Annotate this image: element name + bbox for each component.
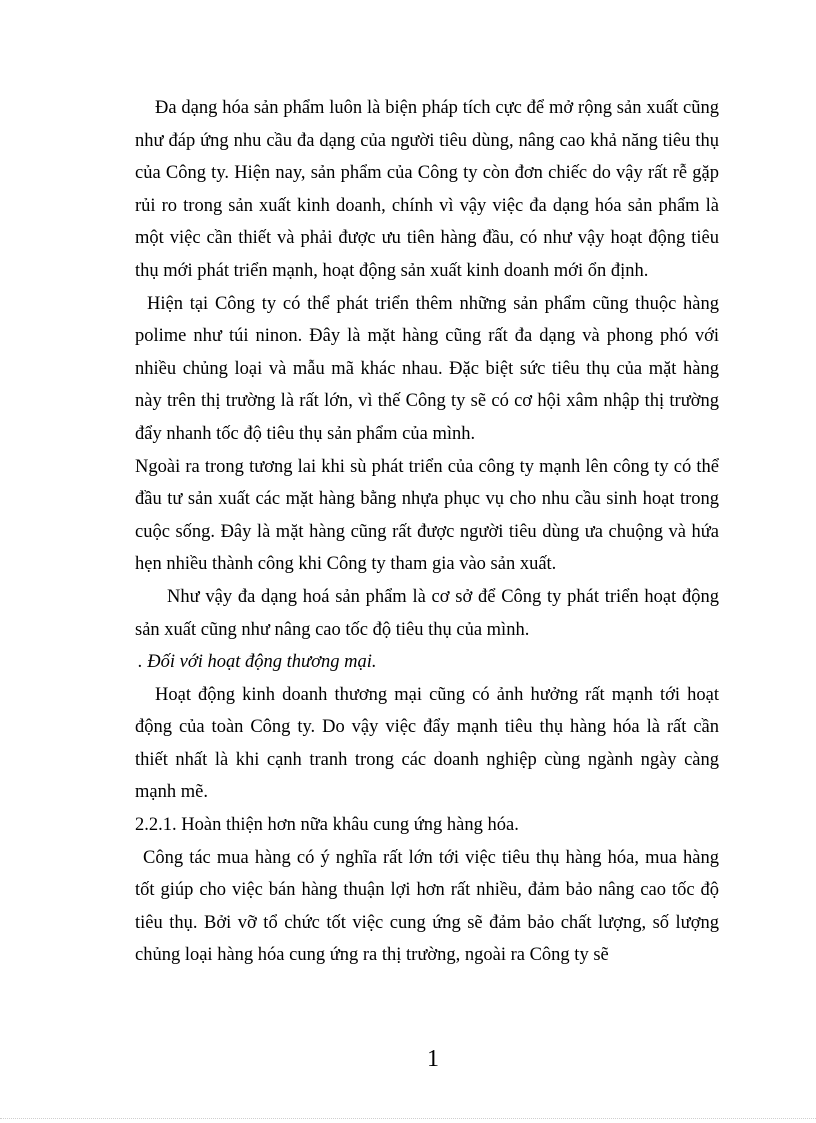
page-number: 1 (427, 1046, 439, 1072)
subheading-trade-activities: . Đối với hoạt động thương mại. (138, 652, 377, 673)
body-text (135, 92, 719, 972)
paragraph-purchasing: Công tác mua hàng có ý nghĩa rất lớn tới việc tiêu thụ hàng hóa, mua hàng tốt giúp cho việc bán hàng thuận lợi hơn rất nhiều, đảm bảo nâng cao tốc độ tiêu thụ. Bởi vỡ tổ chức tốt việc cung ứng sẽ đảm bảo chất lượng, số lượng chủng loại hàng hóa cung ứng ra thị trường, ngoài ra Công ty sẽ (135, 847, 719, 966)
bottom-dotted-rule (0, 1118, 816, 1119)
section-heading-2-2-1: 2.2.1. Hoàn thiện hơn nữa khâu cung ứng hàng hóa. (135, 815, 519, 836)
paragraph-diversification-summary: Như vậy đa dạng hoá sản phẩm là cơ sở để Công ty phát triển hoạt động sản xuất cũng như nâng cao tốc độ tiêu thụ của mình. (135, 586, 719, 640)
paragraph-plastic-goods: Ngoài ra trong tương lai khi sù phát triển của công ty mạnh lên công ty có thể đầu tư sản xuất các mặt hàng bằng nhựa phục vụ cho nhu cầu sinh hoạt trong cuộc sống. Đây là mặt hàng cũng rất được người tiêu dùng ưa chuộng và hứa hẹn nhiều thành công khi Công ty tham gia vào sản xuất. (135, 456, 719, 575)
paragraph-trade-activities: Hoạt động kinh doanh thương mại cũng có ảnh hưởng rất mạnh tới hoạt động của toàn Công ty. Do vậy việc đẩy mạnh tiêu thụ hàng hóa là rất cần thiết nhất là khi cạnh tranh trong các doanh nghiệp cùng ngành ngày càng mạnh mẽ. (135, 684, 719, 803)
paragraph-product-diversification: Đa dạng hóa sản phẩm luôn là biện pháp tích cực để mở rộng sản xuất cũng như đáp ứng nhu cầu đa dạng của người tiêu dùng, nâng cao khả năng tiêu thụ của Công ty. Hiện nay, sản phẩm của Công ty còn đơn chiếc do vậy rất rễ gặp rủi ro trong sản xuất kinh doanh, chính vì vậy việc đa dạng hóa sản phẩm là một việc cần thiết và phải được ưu tiên hàng đầu, có như vậy hoạt động tiêu thụ mới phát triển mạnh, hoạt động sản xuất kinh doanh mới ổn định. (135, 98, 719, 281)
paragraph-polymer-products: Hiện tại Công ty có thể phát triển thêm những sản phẩm cũng thuộc hàng polime như túi ninon. Đây là mặt hàng cũng rất đa dạng và phong phó với nhiều chủng loại và mẫu mã khác nhau. Đặc biệt sức tiêu thụ của mặt hàng này trên thị trường là rất lớn, vì thế Công ty sẽ có cơ hội xâm nhập thị trường đẩy nhanh tốc độ tiêu thụ sản phẩm của mình. (135, 293, 719, 444)
